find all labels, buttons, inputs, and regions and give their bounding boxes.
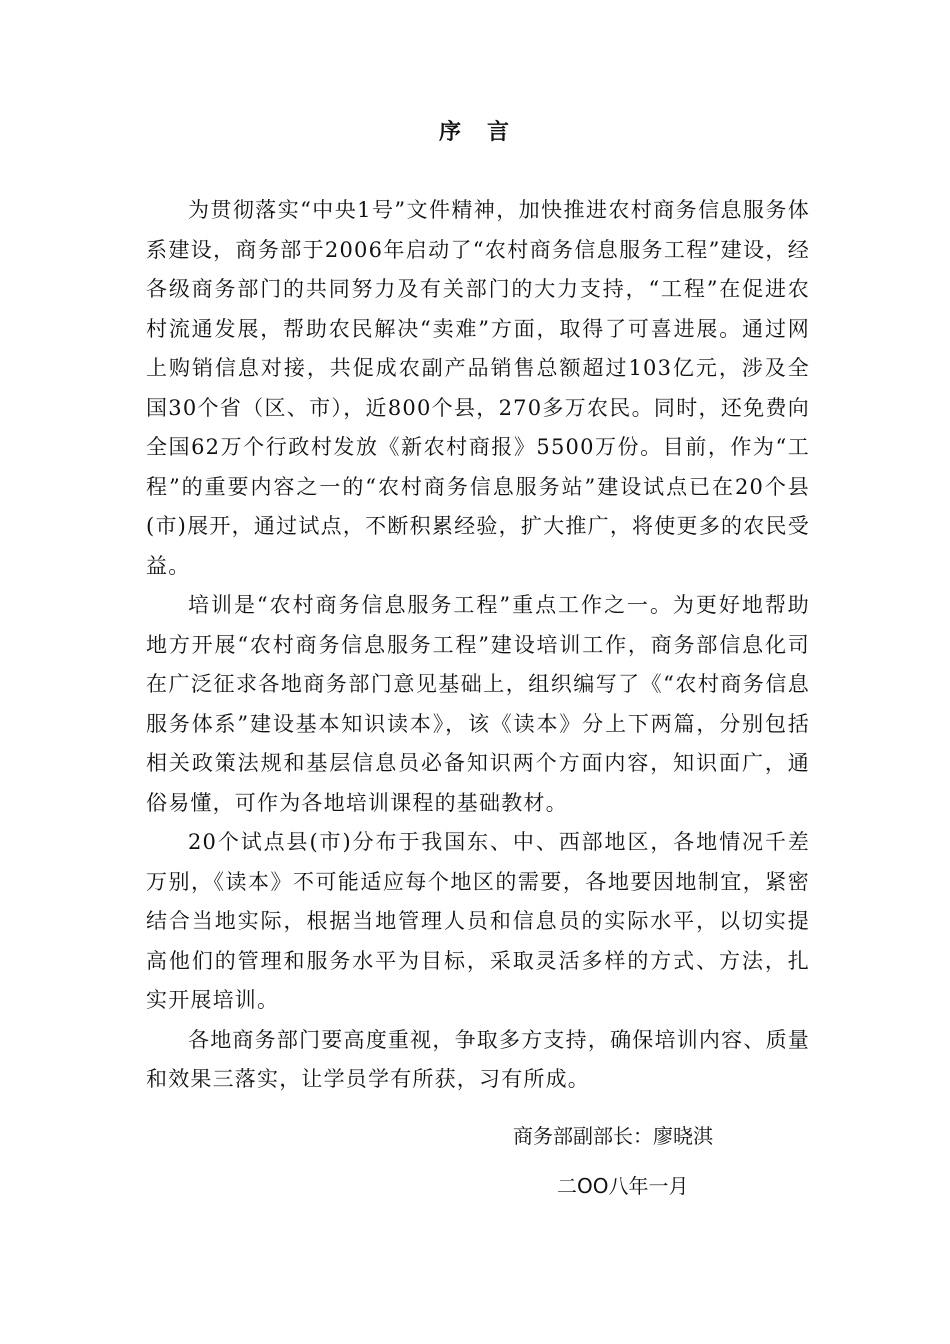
paragraph-4: 各地商务部门要高度重视，争取多方支持，确保培训内容、质量和效果三落实，让学员学有所获，习有所成。 (146, 1027, 810, 1091)
paragraph-1: 为贯彻落实“中央1号”文件精神，加快推进农村商务信息服务体系建设，商务部于2006年启动了“农村商务信息服务工程”建设，经各级商务部门的共同努力及有关部门的大力支持，“工程”在促进农村流通发展，帮助农民解决“卖难”方面，取得了可喜进展。通过网上购销信息对接，共促成农副产品销售总额超过103亿元，涉及全国30个省（区、市），近800个县，270多万农民。同时，还免费向全国62万个行政村发放《新农村商报》5500万份。目前，作为“工程”的重要内容之一的“农村商务信息服务站”建设试点已在20个县(市)展开，通过试点，不断积累经验，扩大推广，将使更多的农民受益。 (146, 198, 810, 578)
signature-date: 二OO八年一月 (557, 1174, 689, 1198)
paragraph-2: 培训是“农村商务信息服务工程”重点工作之一。为更好地帮助地方开展“农村商务信息服务工程”建设培训工作，商务部信息化司在广泛征求各地商务部门意见基础上，组织编写了《“农村商务信息服务体系”建设基本知识读本》，该《读本》分上下两篇，分别包括相关政策法规和基层信息员必备知识两个方面内容，知识面广，通俗易懂，可作为各地培训课程的基础教材。 (146, 593, 810, 815)
signature: 商务部副部长：廖晓淇 (513, 1124, 713, 1148)
paragraph-3: 20个试点县(市)分布于我国东、中、西部地区，各地情况千差万别，《读本》不可能适应每个地区的需要，各地要因地制宜，紧密结合当地实际，根据当地管理人员和信息员的实际水平，以切实提高他们的管理和服务水平为目标，采取灵活多样的方式、方法，扎实开展培训。 (146, 830, 810, 1012)
preface-body (146, 191, 810, 1100)
page-title: 序 言 (438, 120, 511, 145)
